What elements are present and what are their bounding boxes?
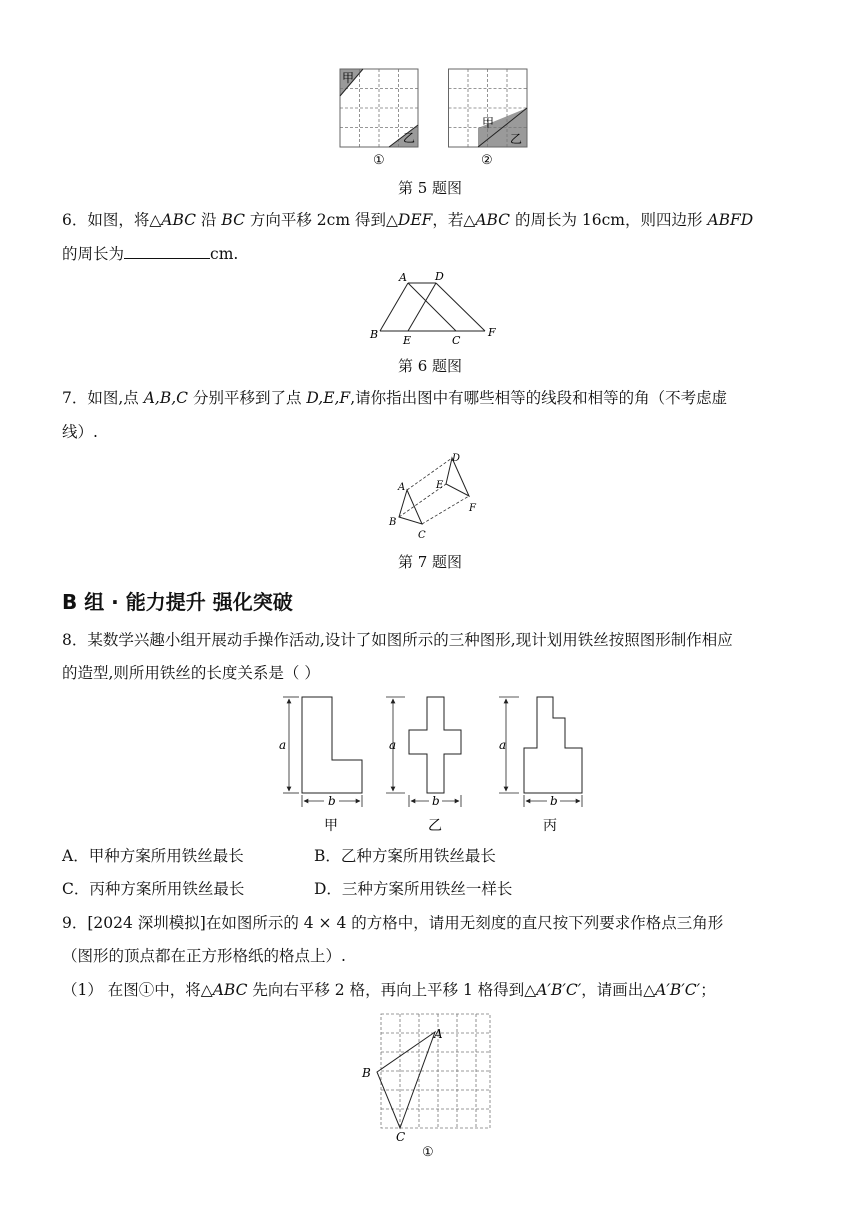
option-d[interactable]: D．三种方案所用铁丝一样长 xyxy=(314,880,513,898)
answer-blank[interactable] xyxy=(124,243,210,259)
figure-6-caption: 第 6 题图 xyxy=(397,357,463,375)
dim-a-3: a xyxy=(499,738,507,752)
dim-b-1: b xyxy=(328,794,336,808)
dim-b-3: b xyxy=(550,794,558,808)
label-yi-1: 乙 xyxy=(403,131,416,145)
figure-6-diagram xyxy=(360,268,510,348)
shape-bing xyxy=(499,697,582,834)
section-b-heading: B 组 · 能力提升 强化突破 xyxy=(62,590,293,614)
point-A: A xyxy=(398,482,406,493)
point-B: B xyxy=(389,517,397,528)
point-C: C xyxy=(418,530,426,541)
question-8-line-1: 8．某数学兴趣小组开展动手操作活动,设计了如图所示的三种图形,现计划用铁丝按照图形制作相应 xyxy=(62,631,733,649)
point-B: B xyxy=(362,1066,371,1080)
figure-7-caption: 第 7 题图 xyxy=(397,553,463,571)
shape-jia xyxy=(279,697,362,834)
point-A: A xyxy=(434,1027,443,1041)
shape-label-yi: 乙 xyxy=(428,818,442,834)
figure-9-grid xyxy=(355,1005,505,1163)
question-7-line-1: 7．如图,点 A,B,C 分别平移到了点 D,E,F,请你指出图中有哪些相等的线段和相等的角（不考虑虚 xyxy=(62,389,728,407)
figure-5-caption: 第 5 题图 xyxy=(397,179,463,197)
question-9-line-2: （图形的顶点都在正方形格纸的格点上）. xyxy=(62,947,346,965)
option-c[interactable]: C．丙种方案所用铁丝最长 xyxy=(62,880,245,898)
point-F: F xyxy=(469,503,476,514)
label-jia-2: 甲 xyxy=(482,116,495,130)
point-A: A xyxy=(399,271,407,284)
grid-2 xyxy=(449,69,528,168)
point-C: C xyxy=(452,334,461,347)
label-jia-1: 甲 xyxy=(342,71,355,85)
question-6-line-2: 的周长为 cm. xyxy=(62,245,239,263)
point-D: D xyxy=(452,453,461,464)
point-B: B xyxy=(370,328,379,341)
figure-9-label: ① xyxy=(422,1145,434,1160)
label-yi-2: 乙 xyxy=(510,132,523,146)
question-8-line-2: 的造型,则所用铁丝的长度关系是（ ） xyxy=(62,664,320,682)
shape-yi xyxy=(386,697,461,834)
grid-1 xyxy=(340,69,418,168)
point-E: E xyxy=(403,334,412,347)
question-9-sub-1: （1） 在图①中，将△ABC 先向右平移 2 格，再向上平移 1 格得到△A′B′C′，请画出△A′B′C′； xyxy=(62,981,716,999)
point-C: C xyxy=(396,1130,406,1144)
question-6-line-1: 6．如图，将△ABC 沿 BC 方向平移 2cm 得到△DEF，若△ABC 的周长为 16cm，则四边形 ABFD xyxy=(62,211,754,229)
shape-label-bing: 丙 xyxy=(543,818,557,834)
dim-a-2: a xyxy=(389,738,397,752)
dim-b-2: b xyxy=(432,794,440,808)
shape-label-jia: 甲 xyxy=(324,818,338,834)
point-F: F xyxy=(488,326,496,339)
point-D: D xyxy=(435,270,444,283)
grid-1-label: ① xyxy=(373,153,385,168)
question-7-line-2: 线）. xyxy=(62,423,98,441)
figure-5-grids xyxy=(330,66,530,170)
point-E: E xyxy=(436,480,444,491)
question-9-line-1: 9．[2024 深圳模拟]在如图所示的 4 × 4 的方格中，请用无刻度的直尺按下列要求作格点三角形 xyxy=(62,914,724,932)
option-a[interactable]: A．甲种方案所用铁丝最长 xyxy=(62,847,244,865)
figure-8-shapes xyxy=(275,690,595,838)
grid-2-label: ② xyxy=(481,153,493,168)
dim-a-1: a xyxy=(279,738,287,752)
option-b[interactable]: B．乙种方案所用铁丝最长 xyxy=(314,847,496,865)
figure-7-diagram xyxy=(385,446,485,546)
